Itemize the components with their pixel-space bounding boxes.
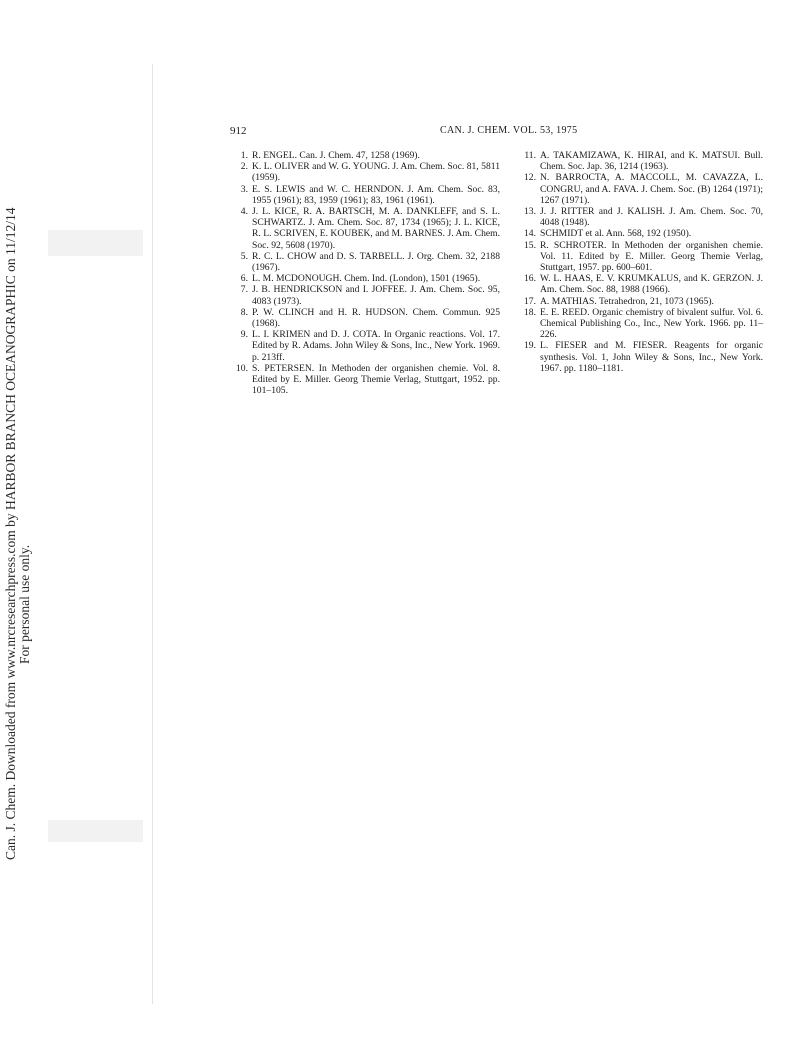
- reference-text: R. ENGEL. Can. J. Chem. 47, 1258 (1969).: [252, 150, 420, 161]
- reference-number: 5.: [240, 250, 248, 262]
- reference-number: 14.: [524, 228, 536, 240]
- reference-item: [518, 228, 763, 239]
- reference-number: 9.: [240, 329, 248, 341]
- reference-text: R. C. L. CHOW and D. S. TARBELL. J. Org. Chem. 32, 2188 (1967).: [252, 250, 500, 274]
- reference-text: L. FIESER and M. FIESER. Reagents for organic synthesis. Vol. 1, John Wiley & Sons, Inc., New York. 1967. pp. 1180–1181.: [540, 340, 763, 374]
- reference-number: 17.: [524, 295, 536, 307]
- reference-item: [230, 363, 500, 397]
- reference-text: J. J. RITTER and J. KALISH. J. Am. Chem. Soc. 70, 4048 (1948).: [540, 206, 763, 229]
- reference-number: 12.: [524, 172, 536, 184]
- reference-text: A. TAKAMIZAWA, K. HIRAI, and K. MATSUI. Bull. Chem. Soc. Jap. 36, 1214 (1963).: [540, 150, 763, 173]
- page-header: [230, 124, 760, 138]
- reference-item: [230, 329, 500, 363]
- references-column-left: [230, 150, 500, 396]
- reference-item: [230, 206, 500, 251]
- reference-item: [230, 251, 500, 273]
- reference-text: SCHMIDT et al. Ann. 568, 192 (1950).: [540, 228, 692, 240]
- reference-number: 13.: [524, 206, 536, 218]
- reference-text: R. SCHROTER. In Methoden der organishen chemie. Vol. 11. Edited by E. Miller. Georg Themie Verlag, Stuttgart, 1957. pp. 600–601.: [540, 239, 763, 274]
- reference-item: [518, 206, 763, 228]
- reference-number: 2.: [240, 161, 248, 173]
- reference-item: [518, 296, 763, 307]
- reference-number: 6.: [240, 273, 248, 285]
- reference-text: E. E. REED. Organic chemistry of bivalent sulfur. Vol. 6. Chemical Publishing Co., Inc., New York. 1966. pp. 11–226.: [540, 306, 763, 341]
- reference-text: E. S. LEWIS and W. C. HERNDON. J. Am. Chem. Soc. 83, 1955 (1961); 83, 1959 (1961); 83, 1961 (1961).: [252, 183, 500, 206]
- reference-item: [230, 150, 500, 161]
- scan-smudge: [48, 230, 143, 256]
- reference-text: N. BARROCTA, A. MACCOLL, M. CAVAZZA, L. CONGRU, and A. FAVA. J. Chem. Soc. (B) 1264 (1971); 1267 (1971).: [540, 172, 763, 206]
- reference-text: L. I. KRIMEN and D. J. COTA. In Organic reactions. Vol. 17. Edited by R. Adams. John Wiley & Sons, Inc., New York. 1969. p. 213ff.: [252, 329, 500, 363]
- reference-item: [230, 307, 500, 329]
- reference-text: J. L. KICE, R. A. BARTSCH, M. A. DANKLEFF, and S. L. SCHWARTZ. J. Am. Chem. Soc. 87, 1734 (1965); J. L. KICE, R. L. SCRIVEN, E. KOUBEK, and M. BARNES. J. Am. Chem. Soc. 92, 5608 (1970).: [252, 206, 500, 251]
- reference-item: [518, 307, 763, 341]
- reference-number: 11.: [524, 150, 536, 161]
- reference-number: 1.: [240, 150, 248, 161]
- reference-item: [230, 273, 500, 284]
- reference-text: J. B. HENDRICKSON and I. JOFFEE. J. Am. Chem. Soc. 95, 4083 (1973).: [252, 284, 500, 307]
- scan-smudge: [48, 820, 143, 842]
- reference-number: 7.: [240, 284, 248, 296]
- reference-item: [518, 273, 763, 295]
- watermark-line-1: Can. J. Chem. Downloaded from www.nrcresearchpress.com by HARBOR BRANCH OCEANOGRAPHIC on 11/12/14: [3, 207, 18, 860]
- reference-number: 16.: [524, 273, 536, 285]
- reference-number: 15.: [524, 239, 536, 251]
- reference-text: L. M. MCDONOUGH. Chem. Ind. (London), 1501 (1965).: [252, 273, 481, 285]
- reference-text: A. MATHIAS. Tetrahedron, 21, 1073 (1965).: [540, 295, 714, 307]
- reference-item: [518, 240, 763, 274]
- reference-number: 18.: [524, 306, 536, 318]
- reference-text: W. L. HAAS, E. V. KRUMKALUS, and K. GERZON. J. Am. Chem. Soc. 88, 1988 (1966).: [540, 273, 763, 296]
- page-number: 912: [230, 125, 247, 137]
- reference-number: 4.: [240, 206, 248, 218]
- reference-number: 10.: [236, 362, 248, 374]
- reference-text: P. W. CLINCH and H. R. HUDSON. Chem. Commun. 925 (1968).: [252, 306, 500, 330]
- reference-number: 8.: [240, 306, 248, 318]
- download-watermark: [4, 160, 40, 860]
- scan-gutter-line: [152, 64, 153, 1004]
- reference-item: [230, 161, 500, 183]
- reference-item: [518, 340, 763, 374]
- reference-item: [518, 150, 763, 172]
- watermark-line-2: For personal use only.: [17, 544, 32, 664]
- reference-item: [230, 184, 500, 206]
- running-head: CAN. J. CHEM. VOL. 53, 1975: [440, 125, 578, 136]
- reference-number: 19.: [524, 340, 536, 352]
- reference-item: [230, 284, 500, 306]
- reference-item: [518, 172, 763, 206]
- references-column-right: [518, 150, 763, 374]
- reference-number: 3.: [240, 183, 248, 195]
- reference-text: K. L. OLIVER and W. G. YOUNG. J. Am. Chem. Soc. 81, 5811 (1959).: [252, 161, 500, 184]
- reference-text: S. PETERSEN. In Methoden der organishen chemie. Vol. 8. Edited by E. Miller. Georg Themie Verlag, Stuttgart, 1952. pp. 101–105.: [252, 362, 500, 397]
